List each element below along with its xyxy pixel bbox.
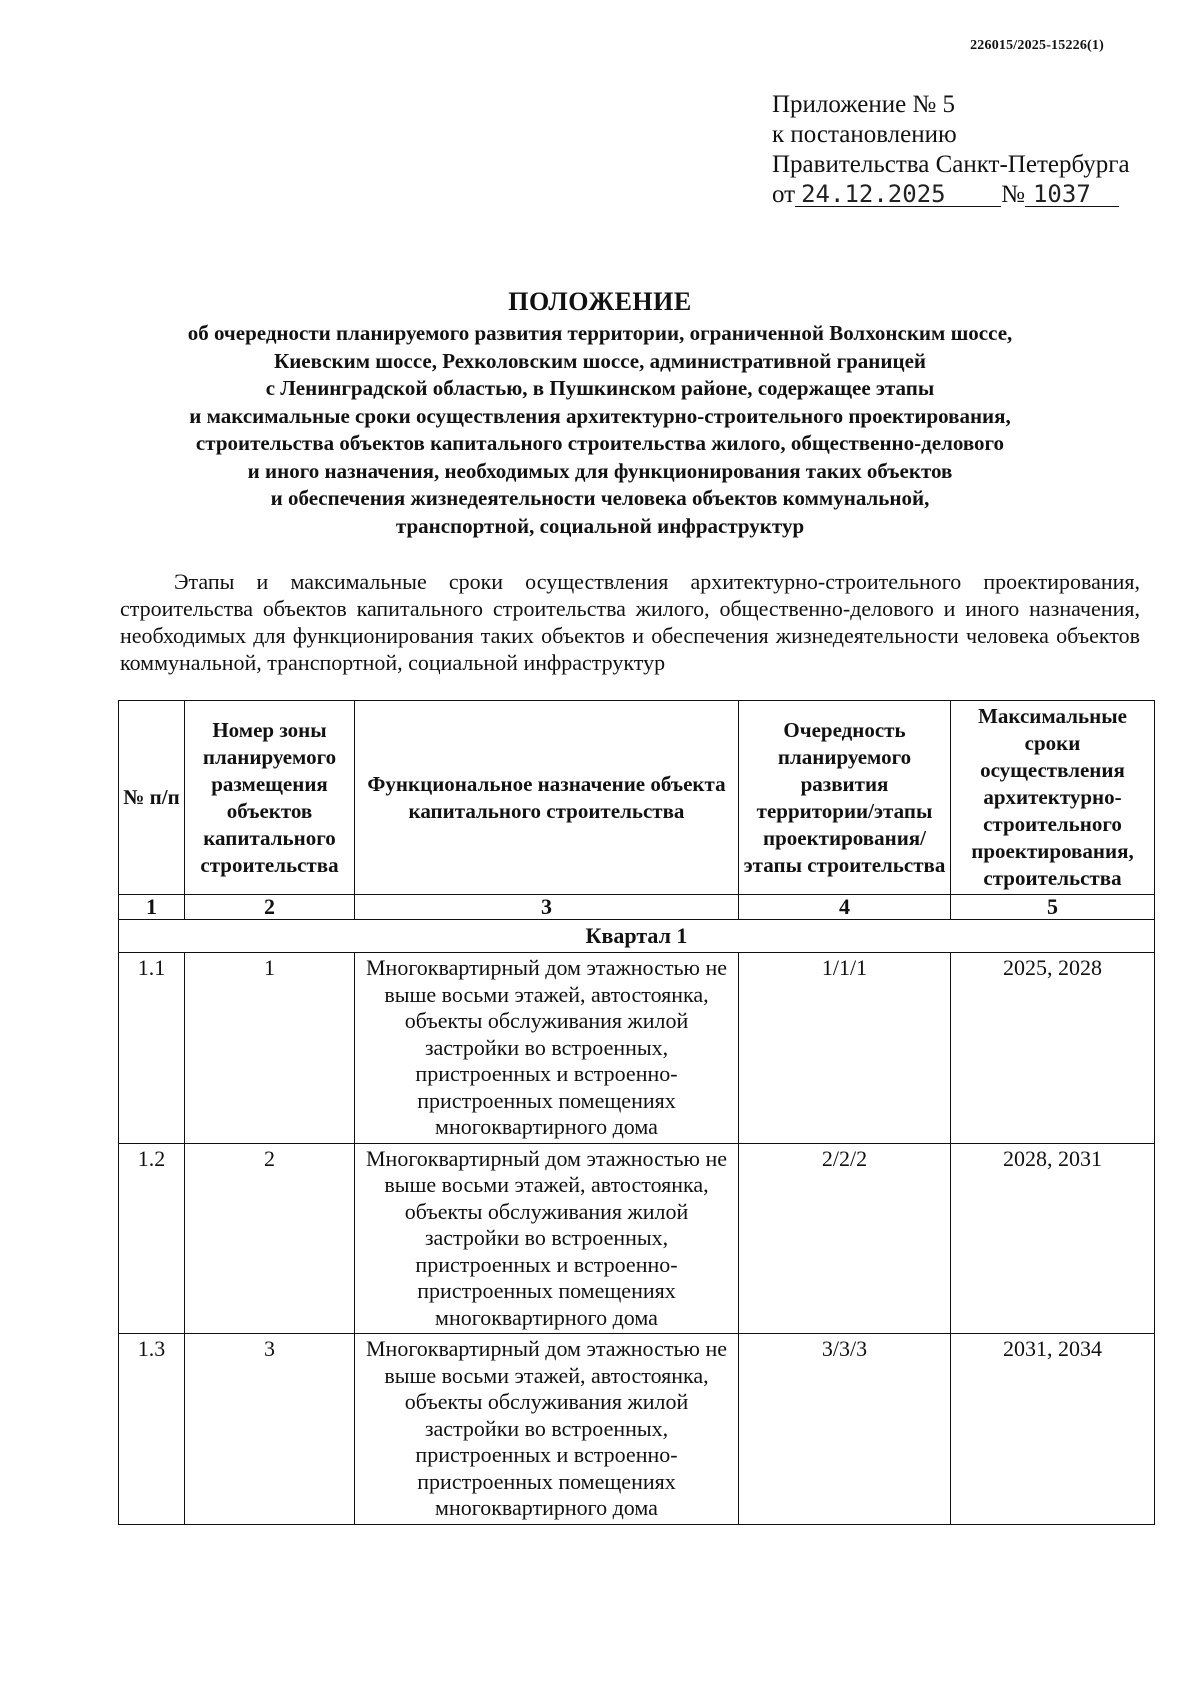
- header-purpose: Функциональное назначение объекта капитального строительства: [355, 701, 739, 895]
- row-deadline: 2025, 2028: [951, 953, 1155, 1144]
- appendix-government: Правительства Санкт-Петербурга: [772, 151, 1130, 178]
- row-deadline: 2031, 2034: [951, 1334, 1155, 1525]
- header-deadline: Максимальные сроки осуществления архитектурно-строительного проектирования, строительства: [951, 701, 1155, 895]
- resolution-number: 1037: [1025, 182, 1119, 207]
- stages-table: [118, 700, 1155, 1525]
- column-number: 1: [119, 895, 185, 920]
- table-row: [119, 1334, 1155, 1525]
- appendix-block: [772, 90, 1132, 210]
- appendix-resolution-ref: к постановлению: [772, 121, 957, 148]
- subtitle-line: строительства объектов капитального строительства жилого, общественно-делового: [195, 431, 1005, 455]
- row-zone: 3: [185, 1334, 355, 1525]
- section-title: Квартал 1: [119, 920, 1155, 953]
- header-zone: Номер зоны планируемого размещения объектов капитального строительства: [185, 701, 355, 895]
- document-title: [120, 286, 1080, 540]
- row-zone: 1: [185, 953, 355, 1144]
- row-purpose: Многоквартирный дом этажностью не выше восьми этажей, автостоянка, объекты обслуживания жилой застройки во встроенных, пристроенных и встроенно-пристроенных помещениях многоквартирного дома: [355, 1143, 739, 1334]
- resolution-date: 24.12.2025: [795, 182, 1001, 207]
- header-number: № п/п: [119, 701, 185, 895]
- number-prefix: №: [1001, 181, 1025, 208]
- appendix-date-line: [772, 180, 1132, 210]
- row-stage: 3/3/3: [739, 1334, 951, 1525]
- column-number: 4: [739, 895, 951, 920]
- column-number: 3: [355, 895, 739, 920]
- table-header-row: [119, 701, 1155, 895]
- subtitle-line: и обеспечения жизнедеятельности человека объектов коммунальной,: [270, 486, 930, 510]
- appendix-title: Приложение № 5: [772, 91, 956, 118]
- subtitle-line: об очередности планируемого развития территории, ограниченной Волхонским шоссе,: [187, 321, 1013, 345]
- column-number: 2: [185, 895, 355, 920]
- header-stage: Очередность планируемого развития территории/этапы проектирования/ этапы строительства: [739, 701, 951, 895]
- subtitle-line: с Ленинградской областью, в Пушкинском районе, содержащее этапы: [265, 376, 935, 400]
- table-row: [119, 953, 1155, 1144]
- row-purpose: Многоквартирный дом этажностью не выше восьми этажей, автостоянка, объекты обслуживания жилой застройки во встроенных, пристроенных и встроенно-пристроенных помещениях многоквартирного дома: [355, 1334, 739, 1525]
- subtitle-line: и максимальные сроки осуществления архитектурно-строительного проектирования,: [189, 403, 1011, 428]
- row-number: 1.2: [119, 1143, 185, 1334]
- table-row: [119, 1143, 1155, 1334]
- row-purpose: Многоквартирный дом этажностью не выше восьми этажей, автостоянка, объекты обслуживания жилой застройки во встроенных, пристроенных и встроенно-пристроенных помещениях многоквартирного дома: [355, 953, 739, 1144]
- row-stage: 2/2/2: [739, 1143, 951, 1334]
- subtitle-line: Киевским шоссе, Рехколовским шоссе, административной границей: [273, 348, 927, 373]
- row-number: 1.3: [119, 1334, 185, 1525]
- subtitle-line: и иного назначения, необходимых для функционирования таких объектов: [247, 458, 953, 483]
- column-numbers-row: [119, 895, 1155, 920]
- row-zone: 2: [185, 1143, 355, 1334]
- row-stage: 1/1/1: [739, 953, 951, 1144]
- subtitle-line: транспортной, социальной инфраструктур: [395, 513, 805, 538]
- row-number: 1.1: [119, 953, 185, 1144]
- title-heading: ПОЛОЖЕНИЕ: [508, 287, 692, 316]
- intro-paragraph: Этапы и максимальные сроки осуществления архитектурно-строительного проектирования, строительства объектов капитального строительства жилого, общественно-делового и иного назначения, необходимых для функционирования таких объектов и обеспечения жизнедеятельности человека объектов коммунальной, транспортной, социальной инфраструктур: [120, 569, 1140, 675]
- registration-number: 226015/2025-15226(1): [970, 38, 1104, 53]
- date-prefix: от: [772, 181, 796, 208]
- column-number: 5: [951, 895, 1155, 920]
- title-subtitle: [120, 320, 1080, 540]
- section-row: [119, 920, 1155, 953]
- row-deadline: 2028, 2031: [951, 1143, 1155, 1334]
